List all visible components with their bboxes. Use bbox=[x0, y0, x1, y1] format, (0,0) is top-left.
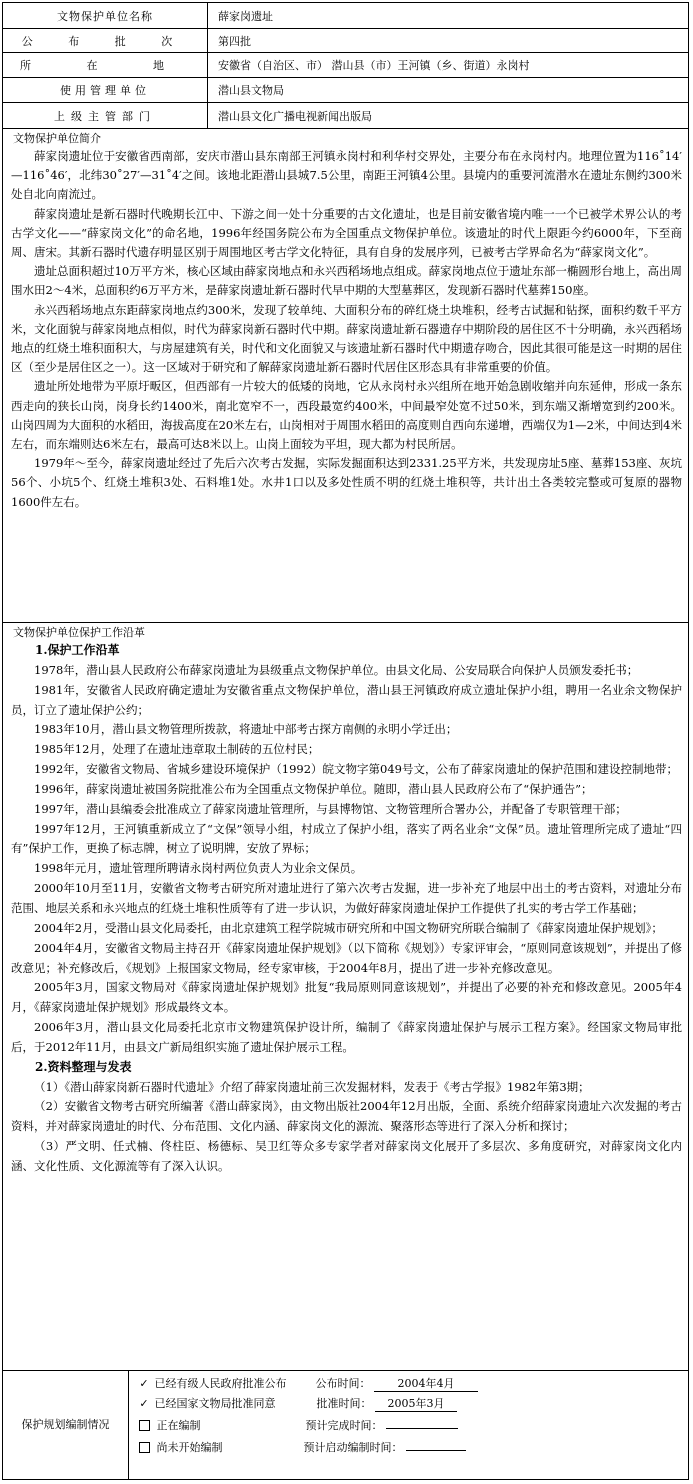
plan-date: 2005年3月 bbox=[375, 1397, 457, 1412]
work-heading: 1.保护工作沿革 bbox=[35, 643, 120, 657]
plan-option-label: 已经有级人民政府批准公布 bbox=[154, 1377, 287, 1390]
plan-label: 保护规划编制情况 bbox=[3, 1371, 129, 1479]
label-location: 所 在 地 bbox=[3, 53, 208, 77]
plan-date: 2004年4月 bbox=[374, 1377, 478, 1392]
row-batch bbox=[3, 29, 688, 53]
intro-caption: 文物保护单位简介 bbox=[13, 132, 101, 145]
plan-date bbox=[406, 1450, 466, 1451]
publication-item: （1）《潜山薛家岗新石器时代遗址》介绍了薛家岗遗址前三次发掘材料，发表于《考古学报》1982年第3期； bbox=[34, 1079, 590, 1094]
check-icon: ✓ bbox=[139, 1377, 149, 1390]
label-manager: 使用管理单位 bbox=[3, 78, 208, 102]
plan-time-label: 预计启动编制时间： bbox=[303, 1441, 403, 1454]
history-item: 1981年，安徽省人民政府确定遗址为安徽省重点文物保护单位，潜山县王河镇政府成立遗址保护小组，聘用一名业余文物保护员，订立了遗址保护公约； bbox=[11, 682, 682, 717]
plan-option-approved-government[interactable] bbox=[137, 1374, 478, 1394]
publication-item: （2）安徽省文物考古研究所编著《潜山薛家岗》，由文物出版社2004年12月出版，全面、系统介绍薛家岗遗址六次发掘的考古资料，并对薛家岗遗址的时代、分布范围、文化内涵、薛家岗文化的源流、聚落形态等进行了深入分析和探讨； bbox=[11, 1099, 682, 1134]
history-item: 1978年，潜山县人民政府公布薛家岗遗址为县级重点文物保护单位。由县文化局、公安局联合向保护人员颁发委托书； bbox=[34, 662, 639, 677]
intro-paragraph: 永兴西稻场地点东距薛家岗地点约300米，发现了较单纯、大面积分布的碎红烧土块堆积，经考古试掘和钻探，面积约数千平方米，文化面貌与薛家岗地点相似，时代为薛家岗新石器时代中期。薛家岗遗址新石器遗存中期阶段的居住区不十分明确，永兴西稻场地点的红烧土堆积面积大，与房屋建筑有关，时代和文化面貌又与该遗址新石器时代中期遗存吻合，因此其很可能是这一时期的居住区（至少是居住区之一）。这一区域对于研究和了解薛家岗遗址新石器时代居住区形态具有非常重要的价值。 bbox=[11, 302, 682, 375]
work-history-section bbox=[3, 623, 688, 1371]
history-item: 1998年元月，遗址管理所聘请永岗村两位负责人为业余文保员。 bbox=[34, 861, 363, 876]
label-site-name: 文物保护单位名称 bbox=[3, 3, 208, 28]
value-manager: 潜山县文物局 bbox=[218, 84, 284, 97]
intro-section bbox=[3, 129, 688, 623]
intro-paragraph: 遗址所处地带为平原圩畈区，但西部有一片较大的低矮的岗地，它从永岗村永兴组所在地开始急剧收缩并向东延伸，形成一条东西走向的狭长山岗，岗身长约1400米，南北宽窄不一，西段最宽约400米，中间最窄处宽不过50米，到东端又渐增宽到约200米。山岗四周为大面积的水稻田，海拔高度在20米左右，山岗相对于周围水稻田的高度则自西向东递增，西端仅为1—2米，中间达到4米左右，而东端则达6米左右，最高可达8米以上。山岗上面较为平坦，现大都为村民所居。 bbox=[11, 379, 682, 452]
row-supervisor bbox=[3, 103, 688, 129]
publication-item: （3）严文明、任式楠、佟柱臣、杨德标、吴卫红等众多专家学者对薛家岗文化展开了多层次、多角度研究，对薛家岗文化内涵、文化性质、文化源流等有了深入认识。 bbox=[11, 1139, 682, 1173]
history-item: 2006年3月，潜山县文化局委托北京市文物建筑保护设计所，编制了《薛家岗遗址保护与展示工程方案》。经国家文物局审批后，于2012年11月，由县文广新局组织实施了遗址保护展示工程。 bbox=[11, 1020, 682, 1054]
row-site-name bbox=[3, 3, 688, 29]
history-item: 1985年12月，处理了在遗址违章取土制砖的五位村民； bbox=[34, 742, 320, 757]
check-icon: ✓ bbox=[139, 1397, 149, 1410]
history-item: 2004年2月，受潜山县文化局委托，由北京建筑工程学院城市研究所和中国文物研究所联合编制了《薛家岗遗址保护规划》； bbox=[34, 920, 663, 935]
history-item: 1983年10月，潜山县文物管理所拨款，将遗址中部考古探方南侧的永明小学迁出； bbox=[34, 722, 458, 737]
value-location: 安徽省（自治区、市） 潜山县（市）王河镇（乡、街道）永岗村 bbox=[218, 59, 530, 72]
label-batch: 公 布 批 次 bbox=[3, 29, 208, 52]
history-item: 1996年，薛家岗遗址被国务院批准公布为全国重点文物保护单位。随即，潜山县人民政府公布了“保护通告”； bbox=[34, 781, 593, 796]
plan-time-label: 批准时间： bbox=[316, 1397, 372, 1410]
plan-option-label: 尚未开始编制 bbox=[156, 1441, 223, 1454]
value-supervisor: 潜山县文化广播电视新闻出版局 bbox=[218, 109, 372, 123]
history-item: 2004年4月，安徽省文物局主持召开《薛家岗遗址保护规划》（以下简称《规划》）专家评审会，“原则同意该规划”，并提出了修改意见；补充修改后，《规划》上报国家文物局，经专家审核，于2004年8月，提出了进一步补充修改意见。 bbox=[11, 940, 682, 975]
label-supervisor: 上级主管部门 bbox=[3, 103, 208, 128]
row-manager bbox=[3, 78, 688, 103]
intro-paragraph: 1979年～至今，薛家岗遗址经过了先后六次考古发掘，实际发掘面积达到2331.25平方米，共发现房址5座、墓葬153座、灰坑56个、小坑5个、红烧土堆积3处、石料堆1处。水井1口以及多处性质不明的红烧土堆积等，共计出土各类较完整或可复原的器物1600件左右。 bbox=[11, 456, 682, 509]
history-item: 2000年10月至11月，安徽省文物考古研究所对遗址进行了第六次考古发掘，进一步补充了地层中出土的考古资料，对遗址分布范围、地层关系和永兴地点的红烧土堆积性质等有了进一步认识，为做好薛家岗遗址保护工作提供了扎实的考古学工作基础； bbox=[11, 881, 682, 915]
intro-paragraph: 薛家岗遗址是新石器时代晚期长江中、下游之间一处十分重要的古文化遗址，也是目前安徽省境内唯一一个已被学术界公认的考古学文化——“薛家岗文化”的命名地，1996年经国务院公布为全国重点文物保护单位。该遗址的时代上限距今约6000年，下至商周、唐宋。其新石器时代遗存明显区别于周围地区考古学文化特征，具有自身的发展序列，已被考古学界命名为“薛家岗文化”。 bbox=[11, 206, 682, 260]
plan-option-label: 正在编制 bbox=[156, 1419, 201, 1432]
checkbox-icon bbox=[139, 1442, 150, 1453]
plan-option-in-progress[interactable] bbox=[137, 1416, 458, 1436]
intro-paragraph: 薛家岗遗址位于安徽省西南部，安庆市潜山县东南部王河镇永岗村和利华村交界处，主要分布在永岗村内。地理位置为116˚14′—116˚46′，北纬30˚27′—31˚4′之间。该地北距潜山县城7.5公里，南距王河镇4公里。县境内的重要河流潜水在遗址东侧约300米处自北向南流过。 bbox=[11, 149, 682, 202]
plan-option-approved-nca[interactable] bbox=[137, 1394, 457, 1414]
record-sheet bbox=[2, 2, 689, 1480]
value-site-name: 薛家岗遗址 bbox=[218, 9, 273, 23]
publications-heading: 2.资料整理与发表 bbox=[35, 1059, 132, 1074]
history-item: 1997年，潜山县编委会批准成立了薛家岗遗址管理所，与县博物馆、文物管理所合署办公，并配备了专职管理干部； bbox=[34, 801, 627, 816]
plan-status-row bbox=[3, 1371, 688, 1479]
history-item: 1997年12月，王河镇重新成立了“文保”领导小组，村成立了保护小组，落实了两名业余“文保”员。遗址管理所完成了遗址“四有”保护工作，更换了标志牌，树立了说明牌，安放了界标； bbox=[11, 821, 682, 856]
history-item: 2005年3月，国家文物局对《薛家岗遗址保护规划》批复“我局原则同意该规划”，并提出了必要的补充和修改意见。2005年4月，《薛家岗遗址保护规划》形成最终文本。 bbox=[11, 980, 682, 1015]
plan-date bbox=[386, 1428, 458, 1429]
plan-time-label: 预计完成时间： bbox=[305, 1419, 383, 1432]
checkbox-icon bbox=[139, 1420, 150, 1431]
plan-option-not-started[interactable] bbox=[137, 1438, 466, 1458]
plan-time-label: 公布时间： bbox=[315, 1377, 371, 1390]
intro-paragraph: 遗址总面积超过10万平方米，核心区域由薛家岗地点和永兴西稻场地点组成。薛家岗地点位于遗址东部一椭圆形台地上，高出周围水田2～4米，总面积约6万平方米，是薛家岗遗址新石器时代早中期的大型墓葬区，发现新石器时代墓葬150座。 bbox=[11, 264, 682, 298]
plan-option-label: 已经国家文物局批准同意 bbox=[154, 1397, 276, 1410]
history-item: 1992年，安徽省文物局、省城乡建设环境保护（1992）皖文物字第049号文，公布了薛家岗遗址的保护范围和建设控制地带； bbox=[34, 762, 678, 777]
value-batch: 第四批 bbox=[218, 34, 251, 48]
work-caption: 文物保护单位保护工作沿革 bbox=[13, 626, 145, 639]
row-location bbox=[3, 53, 688, 78]
